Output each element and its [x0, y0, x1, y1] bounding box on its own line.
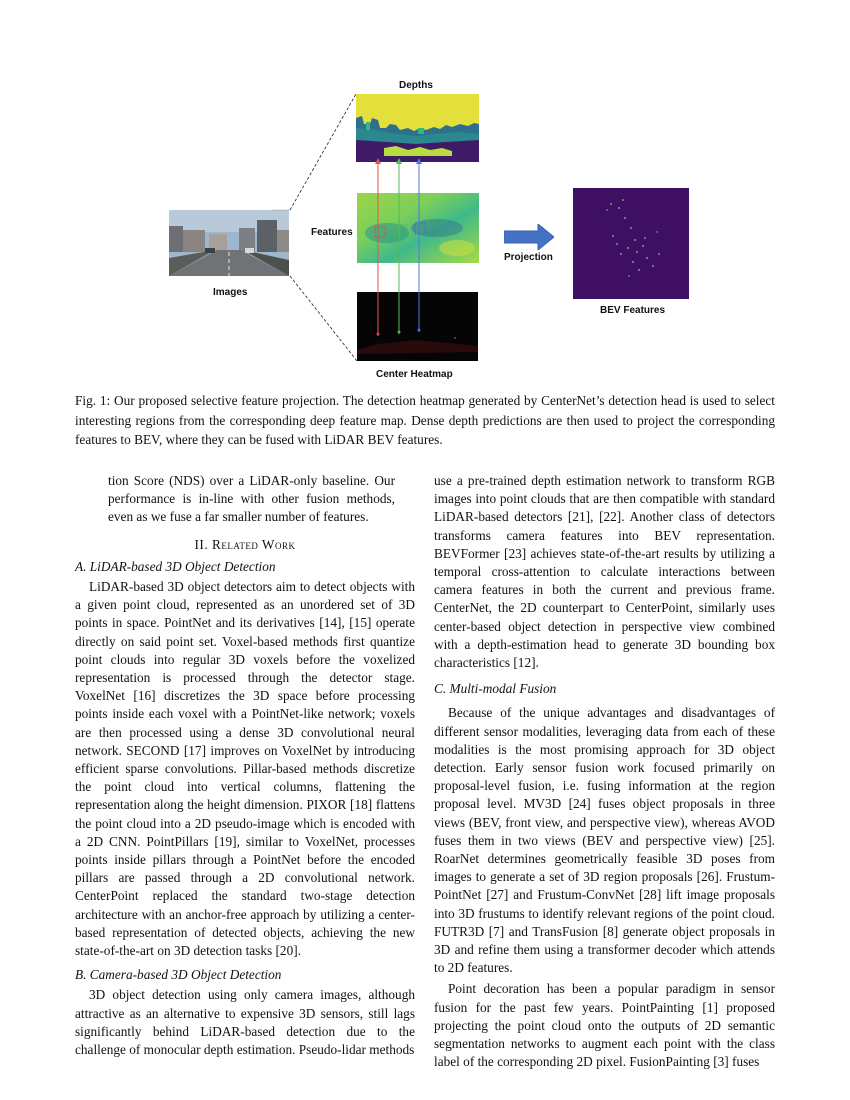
section-title: II. Related Work	[194, 536, 296, 552]
left-column	[75, 472, 415, 1059]
subsection-c-text: Because of the unique advantages and disadvantages of different sensor modalities, leveraging data from each of these modalities is the most promising approach for 3D object detection. Early sensor fusion work focused primarily on proposal-level fusion, i.e. fusing information at the region proposal level. MV3D [24] fuses object proposals in three views (BEV, front view, and perspective view), whereas AVOD fuses them in two views (BEV and perspective view) [25]. RoarNet determines geometrically feasible 3D poses from images to generate a set of 3D region proposals [26]. Frustum-PointNet [27] and Frustum-ConvNet [28] lift image proposals into 3D frustums to identify relevant regions of the point cloud. FUTR3D [7] and TransFusion [8] generate object proposals in 3D and refine them using a transformer decoder which attends to 2D features.	[434, 705, 775, 976]
figure	[0, 0, 850, 385]
connector-lines	[0, 0, 850, 385]
subsection-b-title: B. Camera-based 3D Object Detection	[75, 967, 282, 983]
bev-features-label: BEV Features	[600, 305, 666, 316]
subsection-b-continued: use a pre-trained depth estimation network to transform RGB images into point clouds that are then compatible with standard LiDAR-based detectors [21], [22]. Another class of detectors transforms camera features into BEV representation. BEVFormer [23] achieves state-of-the-art results by utilizing a temporal cross-attention to calculate interactions between camera features in both the current and previous frame. CenterNet, the 2D counterpart to CenterPoint, similarly uses center-based object detection in perspective view combined with a depth-estimation head to generate 3D bounding box characteristics [12].	[434, 473, 775, 671]
dashed-line-bottom	[290, 276, 357, 361]
projection-label: Projection	[504, 252, 553, 263]
dashed-line-top	[290, 94, 356, 210]
point-decoration-text: Point decoration has been a popular paradigm in sensor fusion for the past few years. PointPainting [1] proposed projecting the point cloud onto the outputs of 2D semantic segmentation networks to augment each point with the class label of the corresponding 2D pixel. FusionPainting [3] fuses	[434, 981, 775, 1070]
images-label: Images	[213, 287, 248, 298]
intro-continuation: tion Score (NDS) over a LiDAR-only baseline. Our performance is in-line with other fusion methods, even as we fuse a far smaller number of features.	[108, 473, 395, 525]
depths-label: Depths	[399, 80, 433, 91]
right-column	[434, 472, 775, 1072]
subsection-a-text: LiDAR-based 3D object detectors aim to detect objects with a given point cloud, represented as an unordered set of 3D points in space. PointNet and its derivatives [14], [15] operate directly on said point set. Voxel-based methods first quantize point clouds into regular 3D voxels before the voxelized representation is processed through the detector stage. VoxelNet [16] discretizes the 3D space before processing points inside each voxel with a PointNet-like network; voxels are then processed using a dense 3D convolutional neural network. SECOND [17] improves on VoxelNet by introducing efficient sparse convolutions. Pillar-based methods discretize the point cloud into vertical columns, flattening the representation along the height dimension. PIXOR [18] flattens the point cloud into a 2D pseudo-image which is encoded with a 2D CNN. PointPillars [19], similar to VoxelNet, processes points inside pillars through a PointNet before the encoded pillars are passed through a 2D convolutional network. CenterPoint replaced the standard two-stage detection architecture with an anchor-free approach by utilizing a center-based representation of detected objects, achieving the new state-of-the-art on 3D detection tasks [20].	[75, 579, 415, 959]
subsection-c-title: C. Multi-modal Fusion	[434, 681, 557, 697]
subsection-b-text: 3D object detection using only camera images, although attractive as an alternative to expensive 3D sensors, still lags significantly behind LiDAR-based detection due to the challenge of monocular depth estimation. Pseudo-lidar methods	[75, 987, 415, 1058]
subsection-a-title: A. LiDAR-based 3D Object Detection	[75, 558, 276, 574]
projection-arrow-icon	[504, 224, 554, 250]
center-heatmap-label: Center Heatmap	[376, 369, 453, 380]
features-label: Features	[311, 227, 353, 238]
bev-features-image	[573, 188, 689, 299]
figure-caption: Fig. 1: Our proposed selective feature projection. The detection heatmap generated by CenterNet’s detection head is used to select interesting regions from the corresponding deep feature map. Dense depth predictions are then used to project the corresponding features to BEV, where they can be fused with LiDAR BEV features.	[75, 393, 775, 447]
